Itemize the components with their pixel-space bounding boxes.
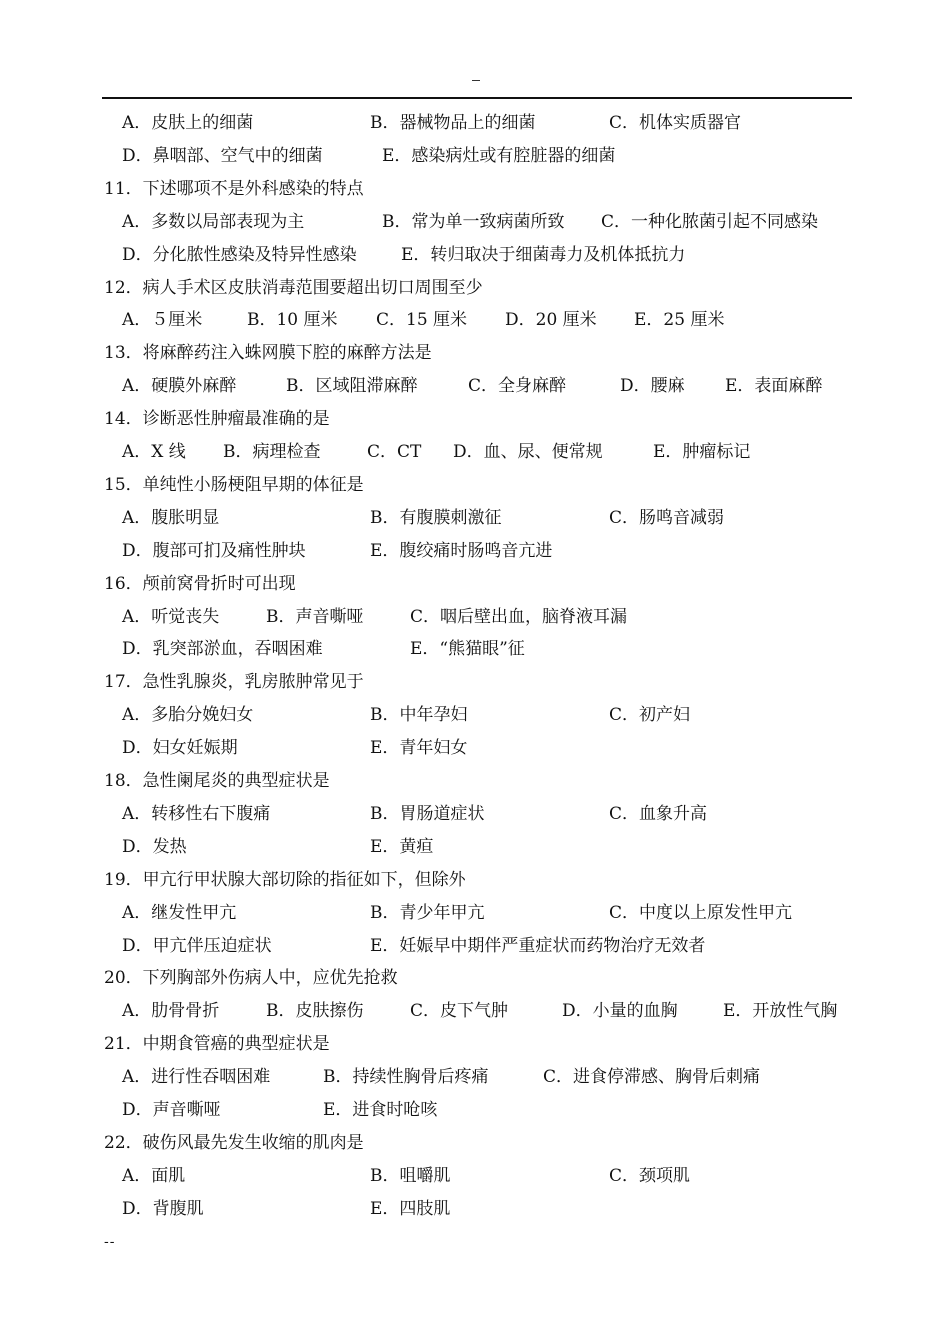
answer-option: A．腹胀明显 xyxy=(122,507,220,528)
answer-option: B．咀嚼肌 xyxy=(370,1165,451,1186)
question-stem: 18．急性阑尾炎的典型症状是 xyxy=(104,771,330,791)
answer-option: C．全身麻醉 xyxy=(468,376,567,397)
answer-option: A．多胎分娩妇女 xyxy=(122,705,254,726)
answer-option: D．甲亢伴压迫症状 xyxy=(122,935,272,956)
answer-option: E．四肢肌 xyxy=(370,1198,451,1219)
answer-option: B．持续性胸骨后疼痛 xyxy=(323,1067,489,1088)
question-stem: 17．急性乳腺炎，乳房脓肿常见于 xyxy=(104,672,364,693)
question-stem: 14．诊断恶性肿瘤最准确的是 xyxy=(104,409,330,430)
answer-option: D．20 厘米 xyxy=(505,310,597,331)
question-stem: 22．破伤风最先发生收缩的肌肉是 xyxy=(104,1132,364,1153)
answer-option: A．多数以局部表现为主 xyxy=(122,211,305,232)
answer-option: E．转归取决于细菌毒力及机体抵抗力 xyxy=(401,244,686,265)
answer-option: C．一种化脓菌引起不同感染 xyxy=(601,211,819,232)
page-footer: -- xyxy=(104,1234,116,1250)
answer-option: D．腹部可扪及痛性肿块 xyxy=(122,540,306,561)
answer-option: D．声音嘶哑 xyxy=(122,1100,221,1120)
answer-option: A．继发性甲亢 xyxy=(122,902,237,923)
answer-option: B．胃肠道症状 xyxy=(370,803,485,824)
header-mark xyxy=(472,80,480,81)
answer-option: B．青少年甲亢 xyxy=(370,902,485,923)
answer-option: E．表面麻醉 xyxy=(725,376,823,397)
answer-option: D．腰麻 xyxy=(620,376,685,397)
question-stem: 21．中期食管癌的典型症状是 xyxy=(104,1034,330,1055)
answer-option: D．乳突部淤血，吞咽困难 xyxy=(122,639,323,660)
answer-option: C．颈项肌 xyxy=(609,1165,691,1186)
answer-option: E．25 厘米 xyxy=(634,310,725,331)
answer-option: C．进食停滞感、胸骨后刺痛 xyxy=(543,1067,761,1088)
answer-option: B．中年孕妇 xyxy=(370,705,468,726)
answer-option: D．血、尿、便常规 xyxy=(453,442,603,462)
question-stem: 11．下述哪项不是外科感染的特点 xyxy=(104,178,364,199)
answer-option: D．小量的血胸 xyxy=(562,1001,678,1022)
answer-option: E．妊娠早中期伴严重症状而药物治疗无效者 xyxy=(370,935,706,956)
answer-option: D．背腹肌 xyxy=(122,1198,204,1219)
answer-option: A．硬膜外麻醉 xyxy=(122,376,237,397)
answer-option: B．皮肤擦伤 xyxy=(266,1001,364,1022)
answer-option: B．器械物品上的细菌 xyxy=(370,113,536,133)
answer-option: C．CT xyxy=(367,442,422,462)
answer-option: C．中度以上原发性甲亢 xyxy=(609,902,793,923)
answer-option: E．进食时呛咳 xyxy=(323,1100,438,1120)
answer-option: E．青年妇女 xyxy=(370,738,468,759)
answer-option: A．转移性右下腹痛 xyxy=(122,803,271,824)
header-rule xyxy=(102,97,852,99)
answer-option: D．妇女妊娠期 xyxy=(122,738,238,759)
answer-option: C．血象升高 xyxy=(609,803,708,824)
answer-option: B．病理检查 xyxy=(223,442,321,462)
answer-option: E．黄疸 xyxy=(370,836,434,857)
answer-option: D．发热 xyxy=(122,836,187,857)
answer-option: A．X 线 xyxy=(122,442,186,462)
question-stem: 15．单纯性小肠梗阻早期的体征是 xyxy=(104,474,364,495)
answer-option: C．肠鸣音减弱 xyxy=(609,507,725,528)
answer-option: A．进行性吞咽困难 xyxy=(122,1067,271,1088)
answer-option: D．分化脓性感染及特异性感染 xyxy=(122,244,357,265)
answer-option: E．开放性气胸 xyxy=(723,1001,838,1022)
answer-option: A．听觉丧失 xyxy=(122,606,220,627)
answer-option: B．常为单一致病菌所致 xyxy=(382,211,565,232)
answer-option: C．咽后壁出血，脑脊液耳漏 xyxy=(410,606,628,627)
answer-option: A．肋骨骨折 xyxy=(122,1001,220,1022)
answer-option: E．腹绞痛时肠鸣音亢进 xyxy=(370,540,553,561)
answer-option: B．区域阻滞麻醉 xyxy=(286,376,418,397)
question-stem: 20．下列胸部外伤病人中，应优先抢救 xyxy=(104,968,398,989)
answer-option: B．10 厘米 xyxy=(247,310,338,331)
answer-option: A．面肌 xyxy=(122,1165,186,1186)
answer-option: E．“熊猫眼”征 xyxy=(410,639,525,660)
answer-option: B．声音嘶哑 xyxy=(266,606,364,627)
answer-option: C．初产妇 xyxy=(609,705,691,726)
answer-option: A．５厘米 xyxy=(122,310,203,331)
question-stem: 16．颅前窝骨折时可出现 xyxy=(104,573,296,594)
answer-option: E．感染病灶或有腔脏器的细菌 xyxy=(382,145,616,166)
answer-option: C．15 厘米 xyxy=(376,310,468,331)
question-stem: 12．病人手术区皮肤消毒范围要超出切口周围至少 xyxy=(104,277,483,298)
answer-option: E．肿瘤标记 xyxy=(653,442,751,462)
answer-option: C．皮下气肿 xyxy=(410,1001,509,1022)
answer-option: A．皮肤上的细菌 xyxy=(122,113,254,133)
question-stem: 19．甲亢行甲状腺大部切除的指征如下，但除外 xyxy=(104,869,466,890)
answer-option: D．鼻咽部、空气中的细菌 xyxy=(122,145,323,166)
answer-option: B．有腹膜刺激征 xyxy=(370,507,502,528)
answer-option: C．机体实质器官 xyxy=(609,113,742,133)
question-stem: 13．将麻醉药注入蛛网膜下腔的麻醉方法是 xyxy=(104,343,432,364)
